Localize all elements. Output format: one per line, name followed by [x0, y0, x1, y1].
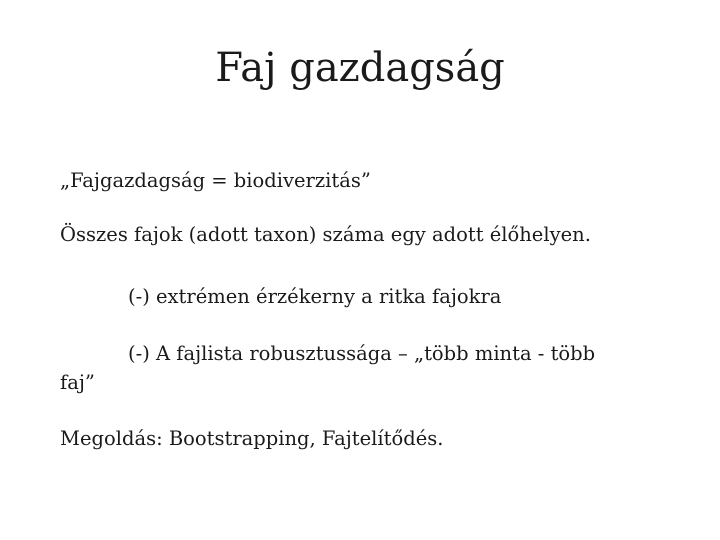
slide-title: Faj gazdagság	[215, 45, 505, 91]
drawback-item-robustness-continued: faj”	[60, 371, 95, 394]
drawback-item-robustness: (-) A fajlista robusztussága – „több minta - több	[128, 342, 596, 365]
drawback-item-sensitivity: (-) extrémen érzékerny a ritka fajokra	[128, 285, 502, 308]
description-line: Összes fajok (adott taxon) száma egy adott élőhelyen.	[60, 223, 591, 246]
solution-line: Megoldás: Bootstrapping, Fajtelítődés.	[60, 427, 444, 450]
definition-line: „Fajgazdagság = biodiverzitás”	[60, 169, 371, 192]
